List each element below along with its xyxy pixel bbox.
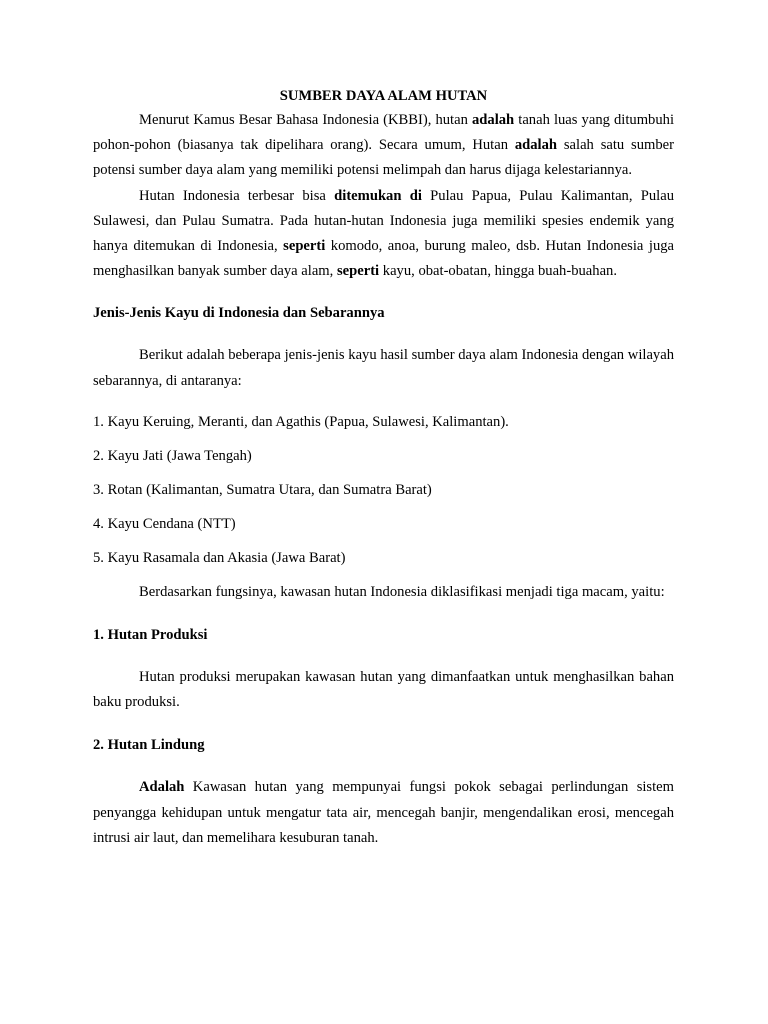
paragraph-indonesia-forest: [93, 184, 674, 285]
list-item: 4. Kayu Cendana (NTT): [93, 515, 236, 532]
paragraph-hutan-produksi: Hutan produksi merupakan kawasan hutan yang dimanfaatkan untuk menghasilkan bahan baku produksi.: [93, 669, 674, 711]
text-run: komodo, anoa, burung maleo, dsb. Hutan Indonesia juga menghasilkan banyak sumber daya alam,: [93, 238, 675, 280]
text-run: salah satu sumber potensi sumber daya alam yang memiliki potensi melimpah dan harus dijaga kelestariannya.: [93, 137, 674, 179]
list-item: 2. Kayu Jati (Jawa Tengah): [93, 447, 252, 464]
bold-run: adalah: [514, 137, 558, 154]
paragraph-definition: [93, 108, 674, 184]
bold-run: seperti: [283, 238, 326, 255]
document-title: SUMBER DAYA ALAM HUTAN: [279, 88, 488, 104]
text-run: Pulau Papua, Pulau Kalimantan, Pulau Sulawesi, dan Pulau Sumatra. Pada hutan-hutan Indonesia juga memiliki spesies endemik yang hanya ditemukan di Indonesia,: [93, 187, 674, 255]
bold-run: ditemukan di: [334, 187, 422, 204]
bold-run: seperti: [336, 263, 380, 280]
heading-hutan-lindung: 2. Hutan Lindung: [93, 737, 205, 754]
heading-jenis-kayu: Jenis-Jenis Kayu di Indonesia dan Sebarannya: [93, 305, 385, 322]
bold-run: Adalah: [139, 779, 185, 796]
text-run: kayu, obat-obatan, hingga buah-buahan.: [379, 263, 618, 280]
text-run: Menurut Kamus Besar Bahasa Indonesia (KBBI), hutan: [139, 112, 472, 128]
paragraph-hutan-lindung: [93, 775, 674, 851]
list-item: 3. Rotan (Kalimantan, Sumatra Utara, dan Sumatra Barat): [93, 481, 432, 498]
list-item: 1. Kayu Keruing, Meranti, dan Agathis (Papua, Sulawesi, Kalimantan).: [93, 413, 509, 430]
heading-hutan-produksi: 1. Hutan Produksi: [93, 627, 208, 644]
text-run: Hutan Indonesia terbesar bisa: [139, 187, 335, 204]
text-run: tanah luas yang ditumbuhi pohon-pohon (biasanya tak dipelihara orang). Secara umum, Hutan: [93, 112, 675, 154]
text-run: Kawasan hutan yang mempunyai fungsi pokok sebagai perlindungan sistem penyangga kehidupan untuk mengatur tata air, mencegah banjir, mengendalikan erosi, mencegah intrusi air laut, dan memelihara kesuburan tanah.: [93, 779, 674, 846]
paragraph-kayu-intro: Berikut adalah beberapa jenis-jenis kayu hasil sumber daya alam Indonesia dengan wilayah sebarannya, di antaranya:: [93, 347, 674, 389]
list-item: 5. Kayu Rasamala dan Akasia (Jawa Barat): [93, 549, 346, 566]
bold-run: adalah: [471, 112, 515, 128]
paragraph-klasifikasi: Berdasarkan fungsinya, kawasan hutan Indonesia diklasifikasi menjadi tiga macam, yaitu:: [139, 583, 665, 600]
